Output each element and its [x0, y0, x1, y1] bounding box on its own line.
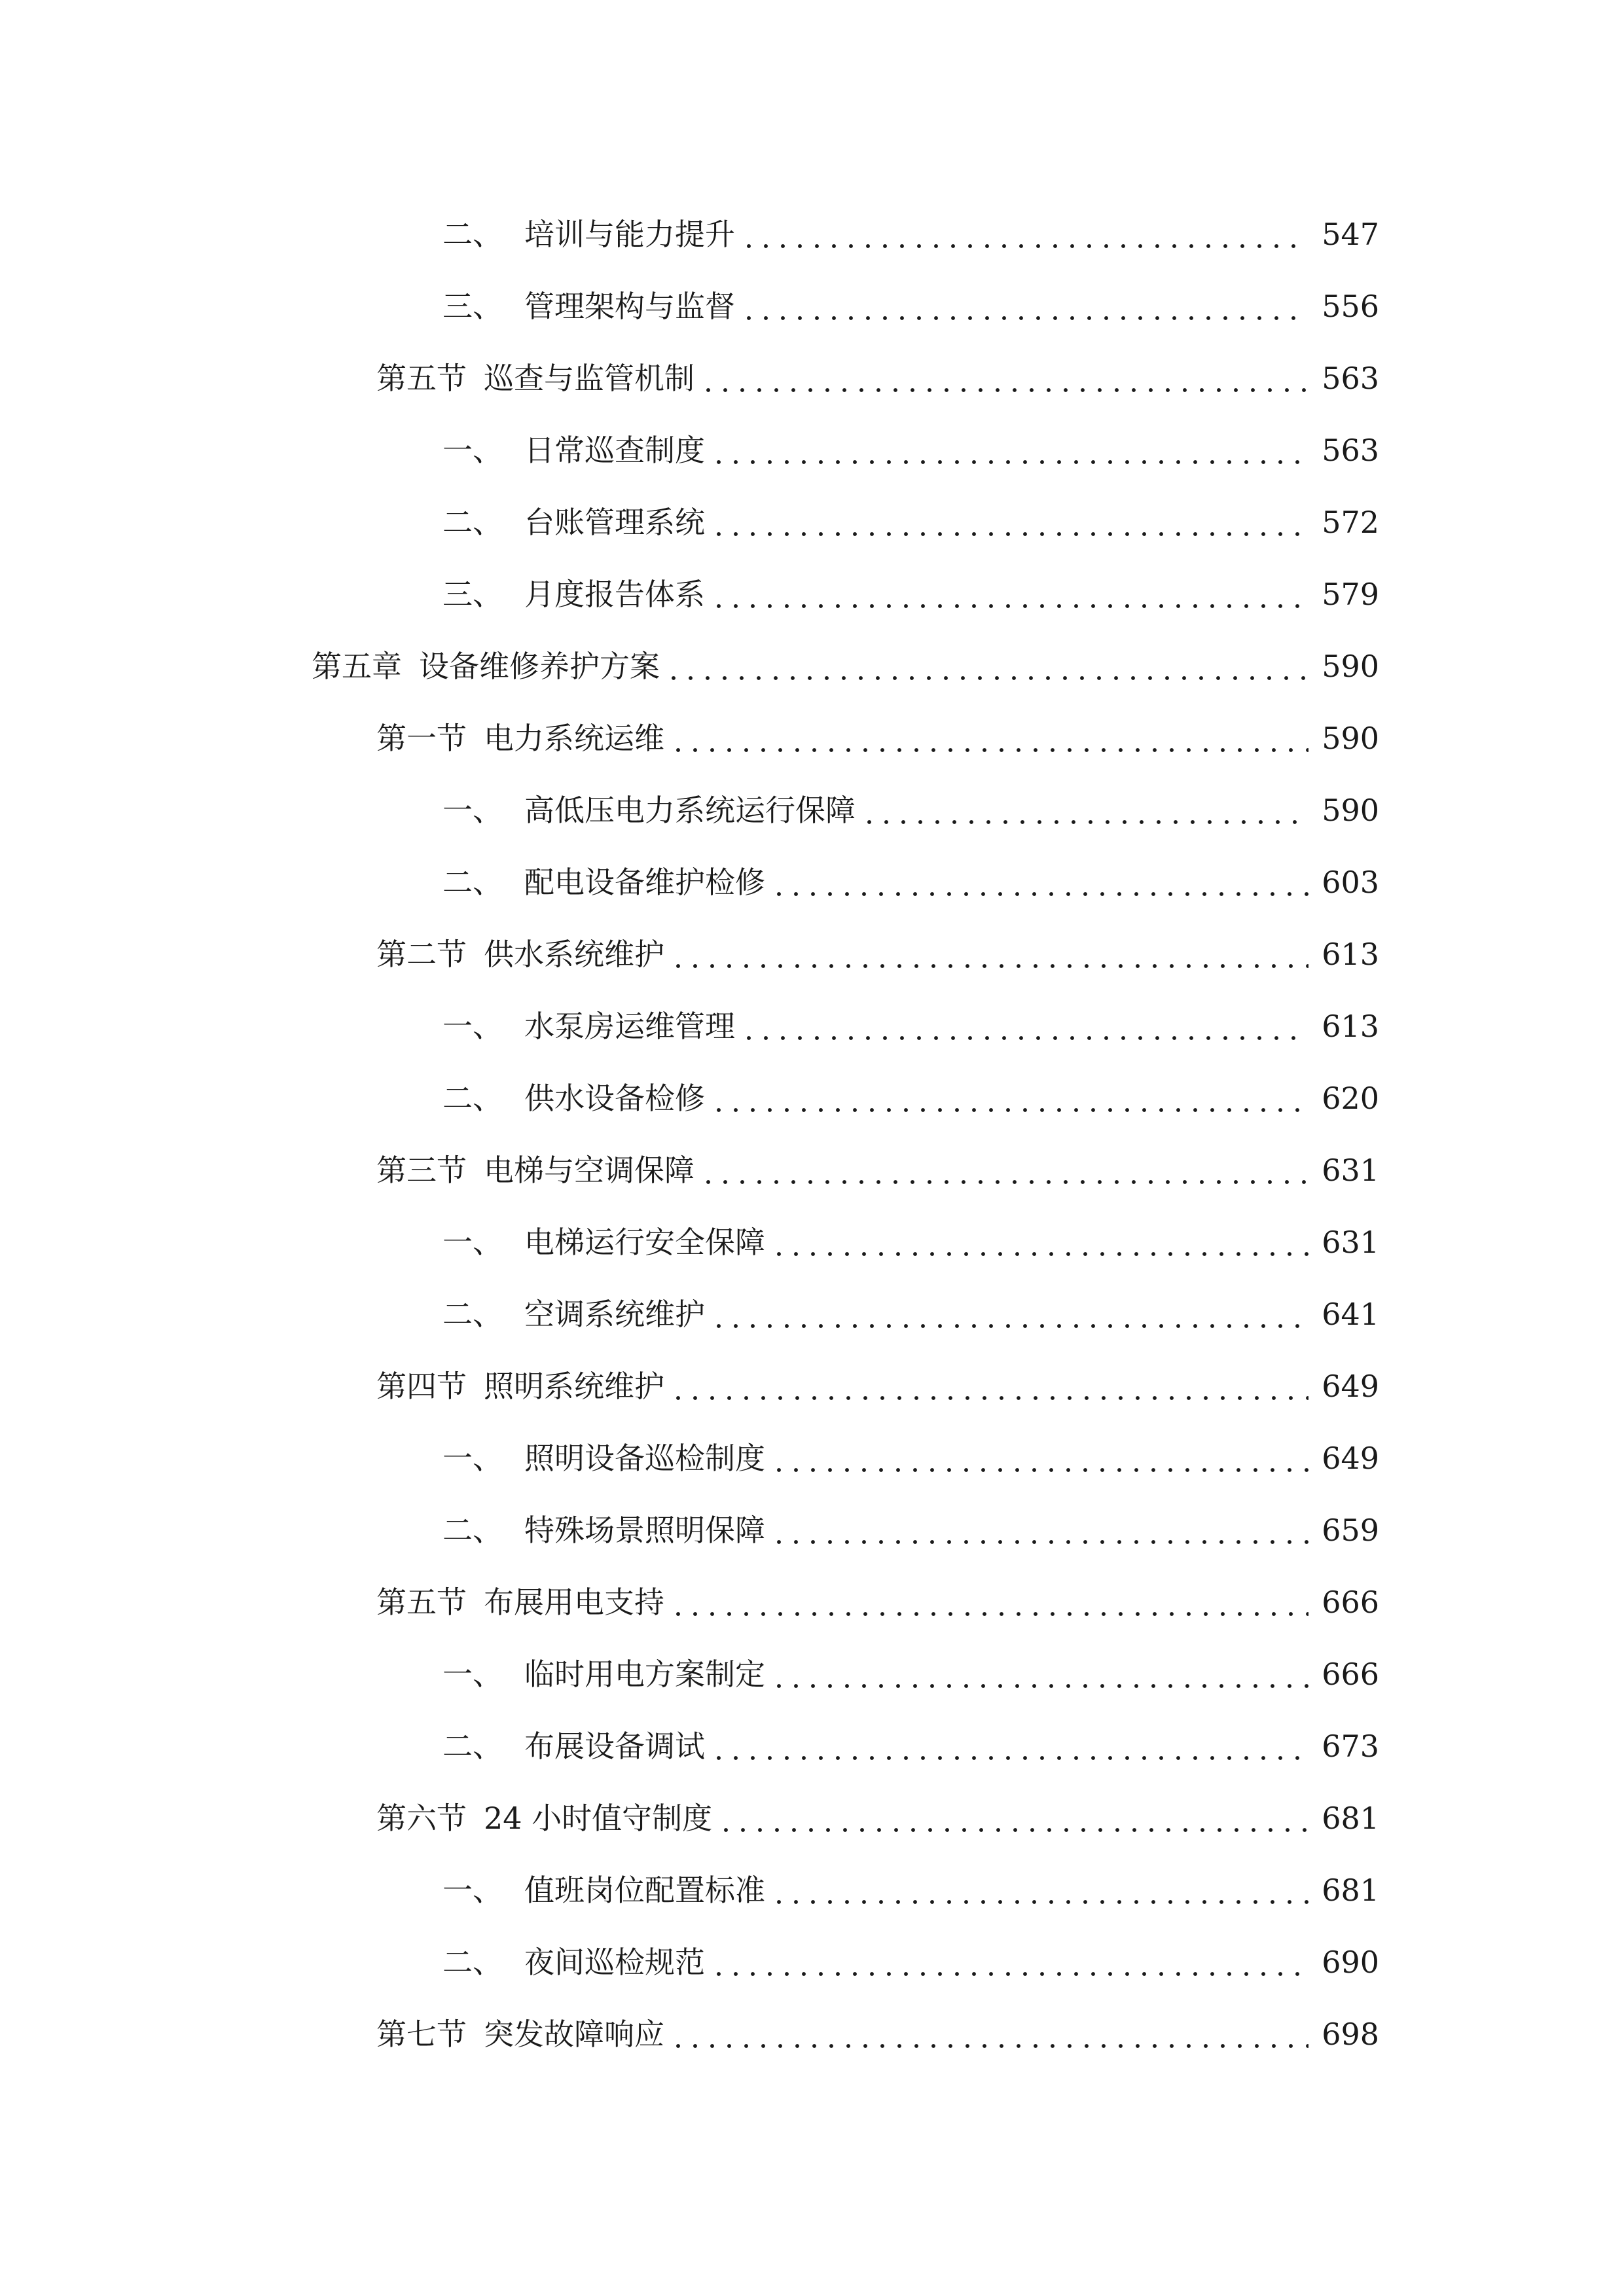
toc-entry-text: 夜间巡检规范 [524, 1945, 705, 1980]
toc-entry-text: 布展设备调试 [524, 1729, 705, 1764]
dot-leader [670, 1998, 1308, 2070]
toc-entry[interactable] [0, 342, 1624, 414]
toc-entry-text: 设备维修养护方案 [419, 649, 660, 684]
dot-leader [717, 1782, 1308, 1854]
toc-entry[interactable] [0, 846, 1624, 918]
toc-entry-number: 二、 [442, 865, 503, 900]
toc-entry-number: 第六节 [376, 1801, 467, 1836]
toc-entry-title [442, 1638, 765, 1710]
dot-leader [770, 1638, 1308, 1710]
toc-entry-page-number: 631 [1322, 1153, 1379, 1188]
dot-leader [700, 1134, 1308, 1206]
toc-entry[interactable] [0, 990, 1624, 1062]
toc-entry-number: 第七节 [376, 2017, 467, 2052]
toc-entry[interactable] [0, 918, 1624, 990]
toc-entry-title [442, 1854, 765, 1926]
dot-leader [710, 558, 1308, 630]
toc-entry-number: 一、 [442, 1441, 503, 1476]
dot-leader [770, 846, 1308, 918]
toc-entry-text: 照明设备巡检制度 [524, 1441, 765, 1476]
toc-entry-page-number: 666 [1322, 1585, 1379, 1620]
toc-entry-page-number: 649 [1322, 1369, 1379, 1404]
toc-entry-title [442, 1278, 705, 1350]
toc-entry[interactable] [0, 1638, 1624, 1710]
dot-leader [670, 1566, 1308, 1638]
toc-entry-text: 供水系统维护 [484, 937, 664, 972]
toc-entry[interactable] [0, 1710, 1624, 1782]
toc-entry-number: 二、 [442, 1081, 503, 1116]
toc-entry-page-number: 698 [1322, 2017, 1379, 2052]
toc-entry-title [442, 1494, 765, 1566]
toc-entry-page-number: 547 [1322, 217, 1379, 252]
dot-leader [710, 1710, 1308, 1782]
toc-entry-title [376, 1782, 712, 1854]
dot-leader [740, 270, 1308, 342]
toc-entry-text: 高低压电力系统运行保障 [524, 793, 856, 828]
toc-entry-title [376, 1350, 664, 1422]
toc-entry-text: 照明系统维护 [484, 1369, 664, 1404]
toc-entry[interactable] [0, 1278, 1624, 1350]
toc-entry-text: 电力系统运维 [484, 721, 664, 756]
toc-entry-page-number: 631 [1322, 1225, 1379, 1260]
dot-leader [770, 1422, 1308, 1494]
toc-entry-title [442, 1926, 705, 1998]
toc-entry-number: 三、 [442, 577, 503, 612]
toc-entry-page-number: 659 [1322, 1513, 1379, 1548]
toc-entry-number: 一、 [442, 1873, 503, 1908]
toc-entry[interactable] [0, 1926, 1624, 1998]
toc-entry[interactable] [0, 1422, 1624, 1494]
toc-entry-title [442, 414, 705, 486]
toc-entry-text: 24 小时值守制度 [484, 1801, 713, 1836]
dot-leader [710, 486, 1308, 558]
toc-entry-title [442, 270, 735, 342]
toc-entry-page-number: 681 [1322, 1873, 1379, 1908]
toc-entry-title [442, 846, 765, 918]
dot-leader [770, 1854, 1308, 1926]
toc-entry[interactable] [0, 558, 1624, 630]
toc-entry-text: 月度报告体系 [524, 577, 705, 612]
dot-leader [670, 1350, 1308, 1422]
toc-entry-number: 二、 [442, 1297, 503, 1332]
dot-leader [665, 630, 1308, 702]
toc-entry-page-number: 681 [1322, 1801, 1379, 1836]
toc-entry[interactable] [0, 702, 1624, 774]
toc-entry-number: 第五章 [312, 649, 402, 684]
toc-entry-page-number: 641 [1322, 1297, 1379, 1332]
toc-entry-text: 特殊场景照明保障 [524, 1513, 765, 1548]
toc-entry-text: 空调系统维护 [524, 1297, 705, 1332]
dot-leader [770, 1494, 1308, 1566]
toc-entry-title [442, 1422, 765, 1494]
toc-entry[interactable] [0, 1782, 1624, 1854]
toc-entry-text: 突发故障响应 [484, 2017, 664, 2052]
toc-entry-title [442, 486, 705, 558]
toc-entry-text: 管理架构与监督 [524, 289, 735, 324]
dot-leader [710, 1926, 1308, 1998]
toc-entry-title [376, 342, 695, 414]
toc-entry-page-number: 690 [1322, 1945, 1379, 1980]
toc-entry[interactable] [0, 270, 1624, 342]
toc-entry-text: 值班岗位配置标准 [524, 1873, 765, 1908]
toc-entry-number: 第四节 [376, 1369, 467, 1404]
toc-entry-text: 配电设备维护检修 [524, 865, 765, 900]
toc-entry-title [376, 1566, 664, 1638]
toc-entry-text: 电梯与空调保障 [484, 1153, 695, 1188]
toc-entry[interactable] [0, 198, 1624, 270]
toc-entry-number: 二、 [442, 1945, 503, 1980]
toc-entry-page-number: 666 [1322, 1657, 1379, 1692]
toc-entry[interactable] [0, 1494, 1624, 1566]
toc-entry-text: 台账管理系统 [524, 505, 705, 540]
dot-leader [670, 702, 1308, 774]
toc-entry-page-number: 563 [1322, 361, 1379, 396]
toc-entry-number: 一、 [442, 433, 503, 468]
toc-entry-number: 二、 [442, 217, 503, 252]
toc-entry-text: 电梯运行安全保障 [524, 1225, 765, 1260]
toc-entry-number: 二、 [442, 1729, 503, 1764]
toc-entry-title [442, 558, 705, 630]
toc-entry-page-number: 649 [1322, 1441, 1379, 1476]
toc-entry-title [312, 630, 660, 702]
toc-entry-text: 布展用电支持 [484, 1585, 664, 1620]
toc-entry-page-number: 603 [1322, 865, 1379, 900]
dot-leader [861, 774, 1308, 846]
toc-entry[interactable] [0, 1134, 1624, 1206]
toc-entry[interactable] [0, 414, 1624, 486]
toc-entry-page-number: 572 [1322, 505, 1379, 540]
toc-entry-page-number: 613 [1322, 937, 1379, 972]
toc-entry-text: 水泵房运维管理 [524, 1009, 735, 1044]
table-of-contents [0, 198, 1624, 2070]
toc-entry-title [442, 774, 856, 846]
toc-entry-text: 供水设备检修 [524, 1081, 705, 1116]
toc-entry-number: 第五节 [376, 361, 467, 396]
toc-entry-number: 一、 [442, 793, 503, 828]
toc-entry-title [442, 1206, 765, 1278]
toc-entry-title [442, 990, 735, 1062]
toc-entry-text: 临时用电方案制定 [524, 1657, 765, 1692]
toc-entry[interactable] [0, 1350, 1624, 1422]
dot-leader [710, 1278, 1308, 1350]
dot-leader [770, 1206, 1308, 1278]
toc-entry[interactable] [0, 1566, 1624, 1638]
toc-entry[interactable] [0, 1062, 1624, 1134]
dot-leader [710, 414, 1308, 486]
toc-entry[interactable] [0, 1998, 1624, 2070]
toc-entry[interactable] [0, 1206, 1624, 1278]
toc-entry-page-number: 556 [1322, 289, 1379, 324]
toc-entry-number: 一、 [442, 1657, 503, 1692]
toc-entry-page-number: 579 [1322, 577, 1379, 612]
toc-entry[interactable] [0, 774, 1624, 846]
toc-entry-title [376, 918, 664, 990]
toc-entry-page-number: 590 [1322, 721, 1379, 756]
toc-entry-title [442, 1710, 705, 1782]
toc-entry-number: 三、 [442, 289, 503, 324]
toc-entry-page-number: 590 [1322, 793, 1379, 828]
dot-leader [700, 342, 1308, 414]
toc-entry-page-number: 620 [1322, 1081, 1379, 1116]
toc-entry-title [442, 1062, 705, 1134]
toc-entry[interactable] [0, 630, 1624, 702]
toc-entry[interactable] [0, 1854, 1624, 1926]
toc-entry-text: 日常巡查制度 [524, 433, 705, 468]
toc-entry-text: 巡查与监管机制 [484, 361, 695, 396]
toc-entry-number: 二、 [442, 1513, 503, 1548]
toc-entry-number: 第三节 [376, 1153, 467, 1188]
toc-entry-text: 培训与能力提升 [524, 217, 735, 252]
toc-entry-title [376, 1134, 695, 1206]
toc-entry[interactable] [0, 486, 1624, 558]
toc-entry-page-number: 673 [1322, 1729, 1379, 1764]
dot-leader [670, 918, 1308, 990]
toc-entry-number: 一、 [442, 1009, 503, 1044]
toc-entry-title [376, 702, 664, 774]
toc-entry-number: 二、 [442, 505, 503, 540]
dot-leader [710, 1062, 1308, 1134]
toc-entry-page-number: 613 [1322, 1009, 1379, 1044]
dot-leader [740, 990, 1308, 1062]
toc-entry-page-number: 563 [1322, 433, 1379, 468]
toc-entry-number: 第一节 [376, 721, 467, 756]
toc-entry-number: 一、 [442, 1225, 503, 1260]
toc-entry-number: 第二节 [376, 937, 467, 972]
toc-entry-number: 第五节 [376, 1585, 467, 1620]
toc-entry-title [442, 198, 735, 270]
toc-entry-title [376, 1998, 664, 2070]
toc-entry-page-number: 590 [1322, 649, 1379, 684]
dot-leader [740, 198, 1308, 270]
